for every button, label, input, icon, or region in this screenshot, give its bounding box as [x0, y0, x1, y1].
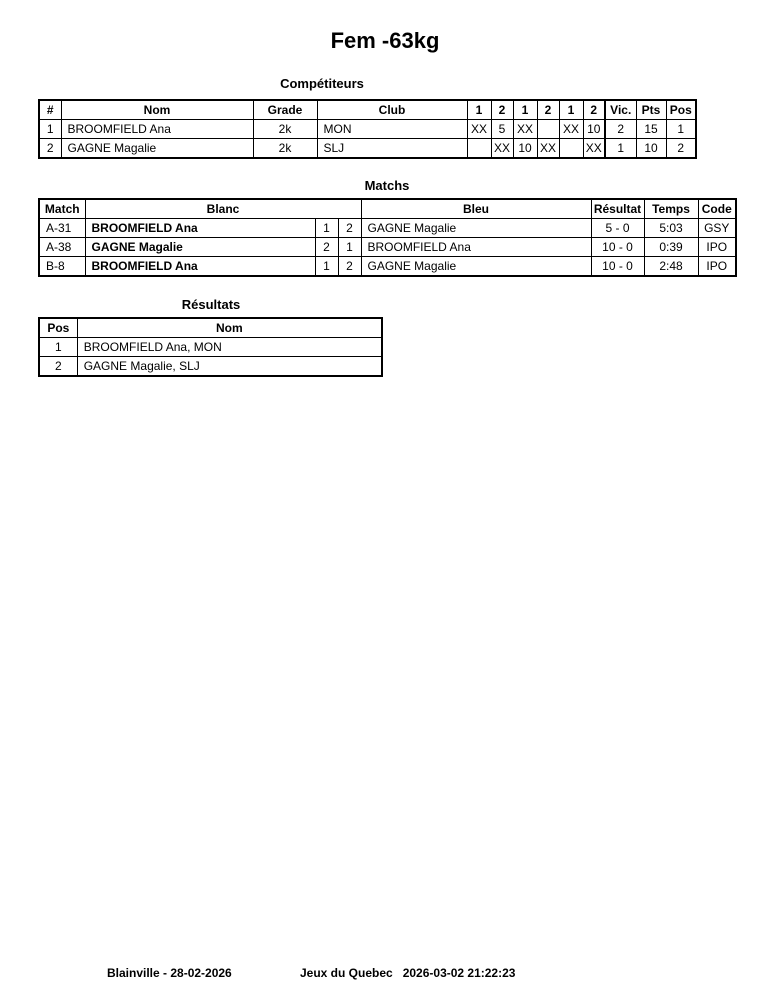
result-name: GAGNE Magalie, SLJ	[77, 357, 382, 377]
matches-heading: Matchs	[364, 178, 410, 193]
col-header-round: 2	[491, 100, 513, 120]
result-row	[39, 357, 382, 377]
competitor-number: 1	[39, 120, 61, 139]
competitor-club: SLJ	[317, 139, 467, 159]
col-header-number: #	[39, 100, 61, 120]
white-competitor: GAGNE Magalie	[85, 238, 315, 257]
blue-competitor: GAGNE Magalie	[361, 257, 591, 277]
col-header-name: Nom	[61, 100, 253, 120]
col-header-white: Blanc	[85, 199, 361, 219]
match-row	[39, 219, 736, 238]
col-header-blue: Bleu	[361, 199, 591, 219]
round-score	[537, 120, 559, 139]
white-number: 2	[315, 238, 338, 257]
competitor-number: 2	[39, 139, 61, 159]
match-result: 5 - 0	[591, 219, 644, 238]
col-header-round: 1	[559, 100, 583, 120]
col-header-name: Nom	[77, 318, 382, 338]
col-header-code: Code	[698, 199, 736, 219]
match-code: IPO	[698, 238, 736, 257]
competitor-name: GAGNE Magalie	[61, 139, 253, 159]
match-time: 5:03	[644, 219, 698, 238]
blue-number: 1	[338, 238, 361, 257]
match-row	[39, 238, 736, 257]
competitors-table	[38, 99, 697, 159]
competitors-heading: Compétiteurs	[280, 76, 364, 91]
match-code: IPO	[698, 257, 736, 277]
competitor-club: MON	[317, 120, 467, 139]
white-competitor: BROOMFIELD Ana	[85, 219, 315, 238]
competitor-grade: 2k	[253, 120, 317, 139]
matches-header-row	[39, 199, 736, 219]
col-header-round: 2	[537, 100, 559, 120]
round-score: XX	[513, 120, 537, 139]
competitor-points: 15	[636, 120, 666, 139]
match-result: 10 - 0	[591, 238, 644, 257]
results-heading: Résultats	[181, 297, 241, 312]
blue-competitor: BROOMFIELD Ana	[361, 238, 591, 257]
col-header-round: 1	[467, 100, 491, 120]
match-id: A-38	[39, 238, 85, 257]
footer-location-date: Blainville - 28-02-2026	[107, 966, 232, 980]
competitor-row	[39, 139, 696, 159]
competitor-position: 2	[666, 139, 696, 159]
match-time: 0:39	[644, 238, 698, 257]
results-table	[38, 317, 383, 377]
round-score: 10	[513, 139, 537, 159]
competitor-grade: 2k	[253, 139, 317, 159]
col-header-round: 1	[513, 100, 537, 120]
competitor-victories: 2	[605, 120, 636, 139]
match-row	[39, 257, 736, 277]
competitor-row	[39, 120, 696, 139]
round-score: XX	[583, 139, 605, 159]
col-header-points: Pts	[636, 100, 666, 120]
col-header-position: Pos	[666, 100, 696, 120]
round-score: XX	[467, 120, 491, 139]
col-header-grade: Grade	[253, 100, 317, 120]
match-id: B-8	[39, 257, 85, 277]
col-header-club: Club	[317, 100, 467, 120]
competitor-points: 10	[636, 139, 666, 159]
blue-number: 2	[338, 219, 361, 238]
match-time: 2:48	[644, 257, 698, 277]
round-score: XX	[491, 139, 513, 159]
match-code: GSY	[698, 219, 736, 238]
round-score: XX	[537, 139, 559, 159]
page-title: Fem -63kg	[330, 28, 440, 53]
result-name: BROOMFIELD Ana, MON	[77, 338, 382, 357]
col-header-victories: Vic.	[605, 100, 636, 120]
white-competitor: BROOMFIELD Ana	[85, 257, 315, 277]
competitor-position: 1	[666, 120, 696, 139]
competitor-victories: 1	[605, 139, 636, 159]
footer-event-timestamp: Jeux du Quebec 2026-03-02 21:22:23	[300, 966, 516, 980]
blue-competitor: GAGNE Magalie	[361, 219, 591, 238]
col-header-result: Résultat	[591, 199, 644, 219]
col-header-round: 2	[583, 100, 605, 120]
match-result: 10 - 0	[591, 257, 644, 277]
match-id: A-31	[39, 219, 85, 238]
white-number: 1	[315, 219, 338, 238]
matches-table	[38, 198, 737, 277]
col-header-match: Match	[39, 199, 85, 219]
result-position: 2	[39, 357, 77, 377]
round-score	[559, 139, 583, 159]
col-header-time: Temps	[644, 199, 698, 219]
competitor-name: BROOMFIELD Ana	[61, 120, 253, 139]
white-number: 1	[315, 257, 338, 277]
round-score: 5	[491, 120, 513, 139]
results-header-row	[39, 318, 382, 338]
blue-number: 2	[338, 257, 361, 277]
round-score: 10	[583, 120, 605, 139]
round-score	[467, 139, 491, 159]
result-position: 1	[39, 338, 77, 357]
competitors-header-row	[39, 100, 696, 120]
result-row	[39, 338, 382, 357]
col-header-pos: Pos	[39, 318, 77, 338]
round-score: XX	[559, 120, 583, 139]
